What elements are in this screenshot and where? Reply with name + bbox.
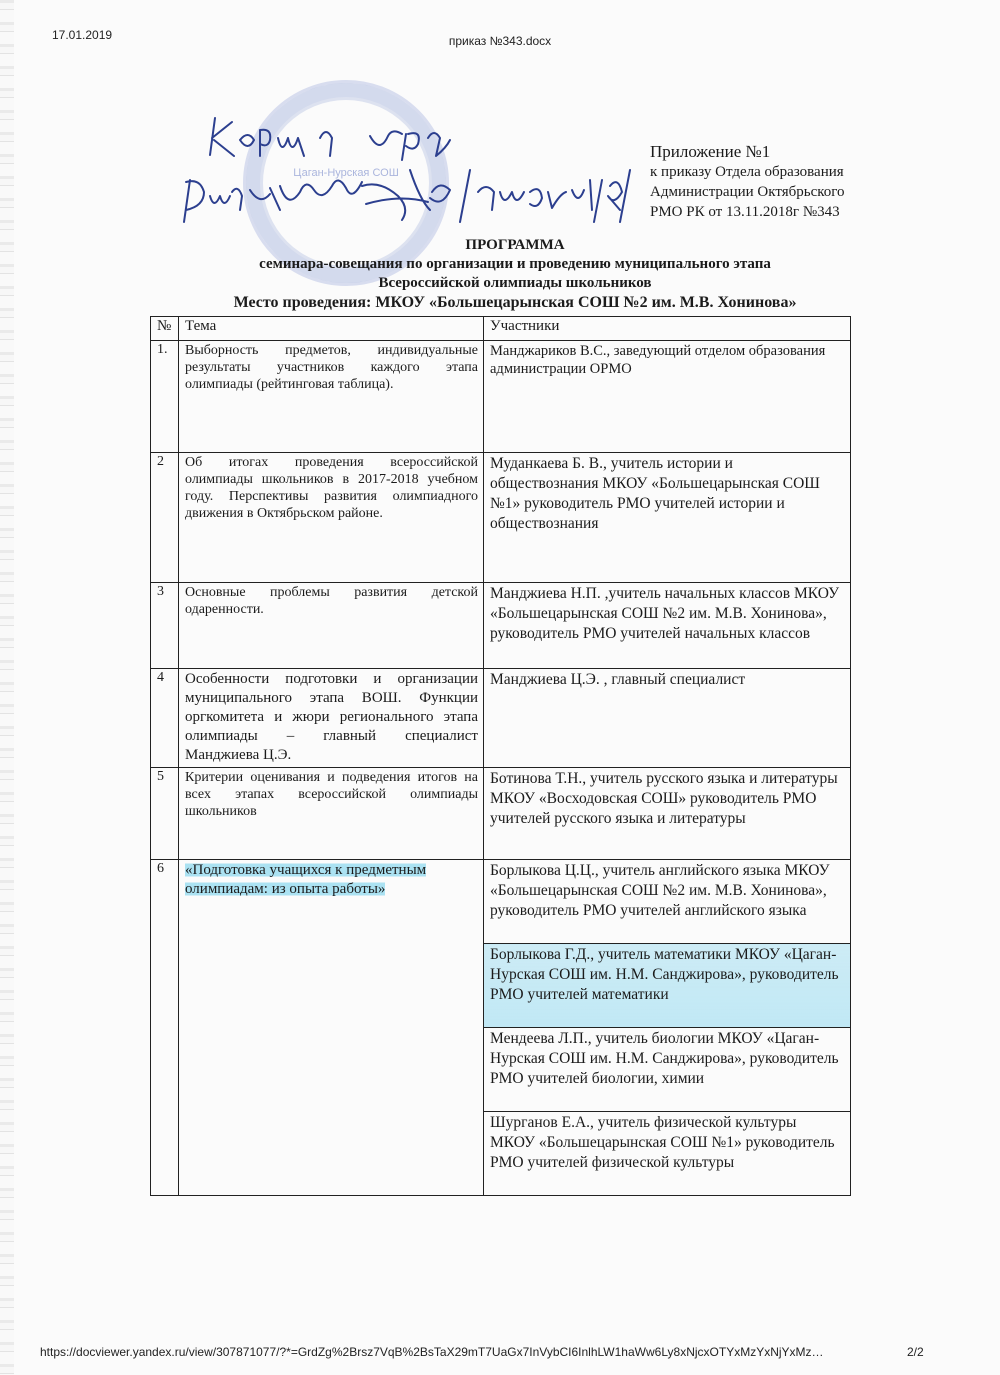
row-participant: Манджиева Н.П. ,учитель начальных классов МКОУ «Большецарынская СОШ №2 им. М.В. Хонинова», руководитель РМО учителей начальных классов <box>484 583 851 669</box>
table-row <box>151 860 851 944</box>
row-participant: Муданкаева Б. В., учитель истории и обществознания МКОУ «Большецарынская СОШ №1» руководитель РМО учителей истории и обществознания <box>484 453 851 583</box>
row-participant: Ботинова Т.Н., учитель русского языка и литературы МКОУ «Восходовская СОШ» руководитель РМО учителей русского языка и литературы <box>484 768 851 860</box>
header-topic: Тема <box>179 317 484 341</box>
row-participant: Манджиева Ц.Э. , главный специалист <box>484 669 851 768</box>
table-row <box>151 768 851 860</box>
row-participant: Мендеева Л.П., учитель биологии МКОУ «Цаган-Нурская СОШ им. Н.М. Санджирова», руководитель РМО учителей биологии, химии <box>484 1028 851 1112</box>
row-topic: Особенности подготовки и организации муниципального этапа ВОШ. Функции оргкомитета и жюри регионального этапа олимпиады – главный специалист Манджиева Ц.Э. <box>179 669 484 768</box>
program-heading <box>170 236 860 312</box>
scan-edge <box>0 0 14 1375</box>
program-title: ПРОГРАММА <box>465 237 565 253</box>
appendix-line: к приказу Отдела образования <box>650 164 844 180</box>
row-topic: Основные проблемы развития детской одаренности. <box>179 583 484 669</box>
appendix-line: Администрации Октябрьского <box>650 184 845 200</box>
highlighted-topic: «Подготовка учащихся к предметным олимпиадам: из опыта работы» <box>185 862 427 897</box>
print-page-number: 2/2 <box>907 1345 924 1359</box>
appendix-title: Приложение №1 <box>650 142 771 161</box>
row-participant: Борлыкова Ц.Ц., учитель английского языка МКОУ «Большецарынская СОШ №2 им. М.В. Хонинова», руководитель РМО учителей английского языка <box>484 860 851 944</box>
program-table <box>150 316 851 1196</box>
program-subtitle: Всероссийской олимпиады школьников <box>378 275 652 291</box>
program-venue: Место проведения: МКОУ «Большецарынская СОШ №2 им. М.В. Хонинова» <box>233 294 797 311</box>
table-row <box>151 669 851 768</box>
table-row <box>151 583 851 669</box>
row-topic <box>179 860 484 1196</box>
row-number: 5 <box>151 768 179 860</box>
table-row <box>151 341 851 453</box>
print-url: https://docviewer.yandex.ru/view/307871077/?*=GrdZg%2Brsz7VqB%2BsTaX29mT7UaGx7InVybCI6InlhLW1haWw6Ly8xNjcxOTYxMzYxNjYxMz… <box>40 1345 824 1359</box>
appendix-block <box>650 142 890 222</box>
seal-text: Цаган-Нурская СОШ <box>293 167 399 179</box>
row-number: 4 <box>151 669 179 768</box>
row-topic: Критерии оценивания и подведения итогов на всех этапах всероссийской олимпиады школьников <box>179 768 484 860</box>
row-participant: Шурганов Е.А., учитель физической культуры МКОУ «Большецарынская СОШ №1» руководитель РМО учителей физической культуры <box>484 1112 851 1196</box>
program-subtitle: семинара-совещания по организации и проведению муниципального этапа <box>259 256 771 272</box>
handwritten-certification <box>170 100 670 230</box>
row-topic: Выборность предметов, индивидуальные результаты участников каждого этапа олимпиады (рейтинговая таблица). <box>179 341 484 453</box>
row-participant: Манджариков В.С., заведующий отделом образования администрации ОРМО <box>484 341 851 453</box>
row-participant-highlighted: Борлыкова Г.Д., учитель математики МКОУ «Цаган-Нурская СОШ им. Н.М. Санджирова», руководитель РМО учителей математики <box>484 944 851 1028</box>
row-number: 3 <box>151 583 179 669</box>
row-number: 6 <box>151 860 179 1196</box>
header-participants: Участники <box>484 317 851 341</box>
appendix-line: РМО РК от 13.11.2018г №343 <box>650 204 840 220</box>
print-filename: приказ №343.docx <box>448 34 552 48</box>
header-num: № <box>151 317 179 341</box>
row-number: 2 <box>151 453 179 583</box>
table-header-row <box>151 317 851 341</box>
row-number: 1. <box>151 341 179 453</box>
table-row <box>151 453 851 583</box>
row-topic: Об итогах проведения всероссийской олимпиады школьников в 2017-2018 учебном году. Перспективы развития олимпиадного движения в Октябрьском районе. <box>179 453 484 583</box>
print-date: 17.01.2019 <box>52 28 113 42</box>
